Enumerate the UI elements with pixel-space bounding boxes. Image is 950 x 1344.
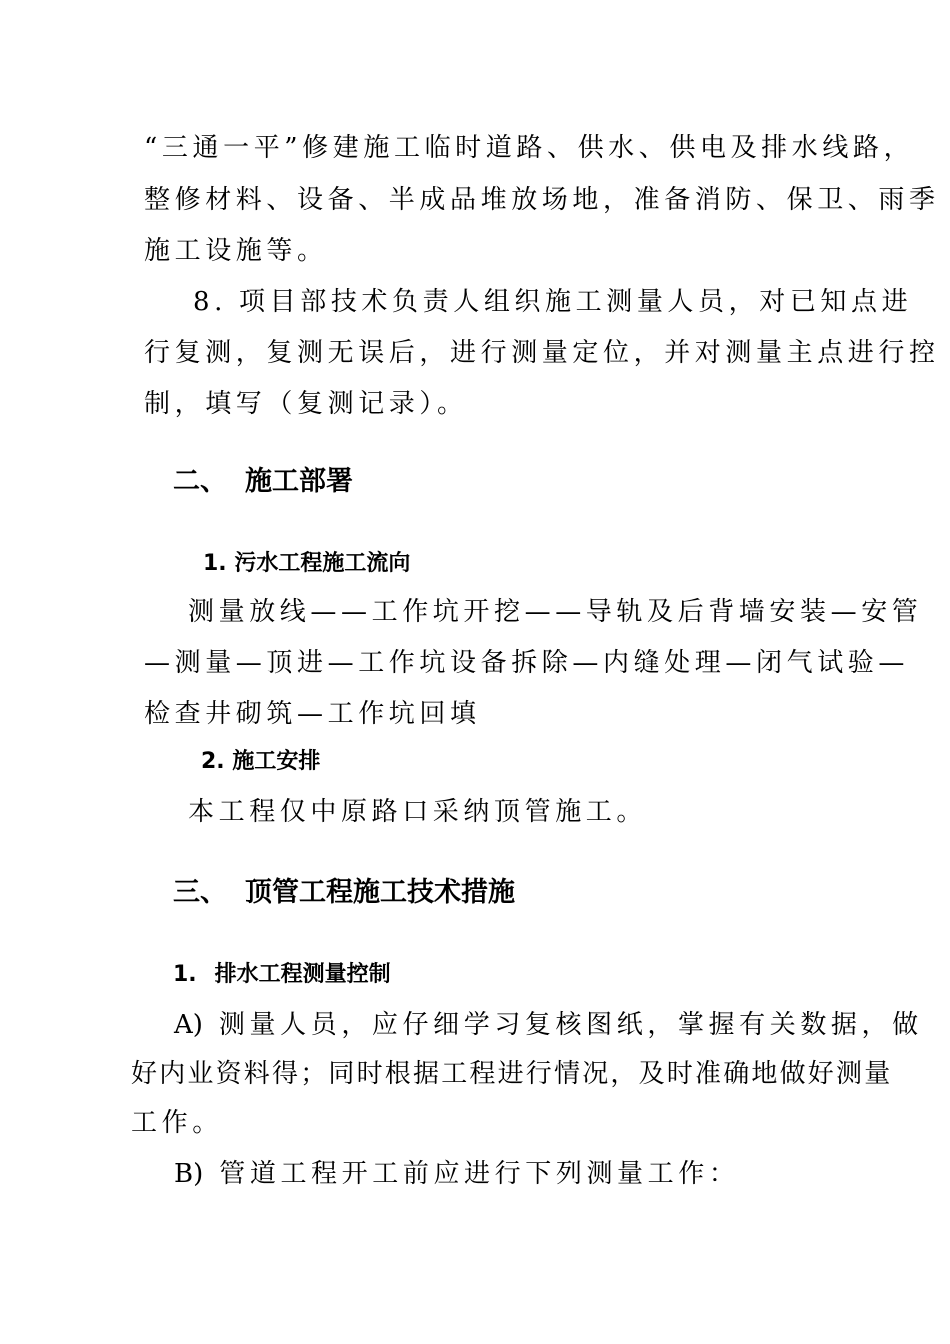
- paragraph-2-line-2: 行复测，复测无误后，进行测量定位，并对测量主点进行控: [144, 338, 940, 368]
- item-a-label: A): [174, 1010, 203, 1040]
- section-2-flow-line-3: 检查井砌筑—工作坑回填: [144, 699, 481, 729]
- section-2-flow-line-1: 测量放线——工作坑开挖——导轨及后背墙安装—安管: [188, 597, 923, 627]
- section-3-subheading-1: [173, 961, 391, 989]
- section-3-subheading-1-number: 1.: [173, 962, 197, 987]
- section-3-number: 三、: [173, 877, 227, 908]
- section-3-title: 顶管工程施工技术措施: [245, 877, 515, 908]
- item-b-line-1: [174, 1159, 739, 1189]
- section-2-heading: [173, 466, 353, 498]
- section-3-subheading-1-title: 排水工程测量控制: [214, 962, 391, 987]
- paragraph-2-line-3: 制，填写（复测记录）。: [144, 389, 468, 419]
- item-a-line-1: [174, 1010, 923, 1040]
- paragraph-2-number: 8.: [193, 287, 228, 317]
- section-2-arrangement-line: 本工程仅中原路口采纳顶管施工。: [188, 797, 648, 827]
- item-a-text: 测量人员，应仔细学习复核图纸，掌握有关数据，做: [218, 1010, 923, 1040]
- paragraph-2-text: 项目部技术负责人组织施工测量人员，对已知点进: [239, 287, 913, 317]
- section-2-number: 二、: [173, 466, 227, 497]
- section-2-flow-line-2: —测量—顶进—工作坑设备拆除—内缝处理—闭气试验—: [144, 648, 910, 678]
- section-3-heading: [173, 877, 515, 909]
- item-b-label: B): [174, 1159, 204, 1189]
- paragraph-2-line-1: [193, 287, 912, 317]
- section-2-subheading-1: 1. 污水工程施工流向: [203, 551, 411, 576]
- section-2-title: 施工部署: [245, 466, 353, 497]
- paragraph-1-line-3: 施工设施等。: [144, 236, 328, 266]
- section-2-subheading-2: 2. 施工安排: [201, 749, 321, 774]
- paragraph-1-line-2: 整修材料、设备、半成品堆放场地，准备消防、保卫、雨季: [144, 185, 940, 215]
- paragraph-1-line-1: “三通一平”修建施工临时道路、供水、供电及排水线路，: [144, 133, 915, 163]
- item-b-text: 管道工程开工前应进行下列测量工作：: [219, 1159, 740, 1189]
- item-a-line-2: 好内业资料得；同时根据工程进行情况，及时准确地做好测量: [131, 1059, 893, 1089]
- item-a-line-3: 工作。: [131, 1108, 223, 1138]
